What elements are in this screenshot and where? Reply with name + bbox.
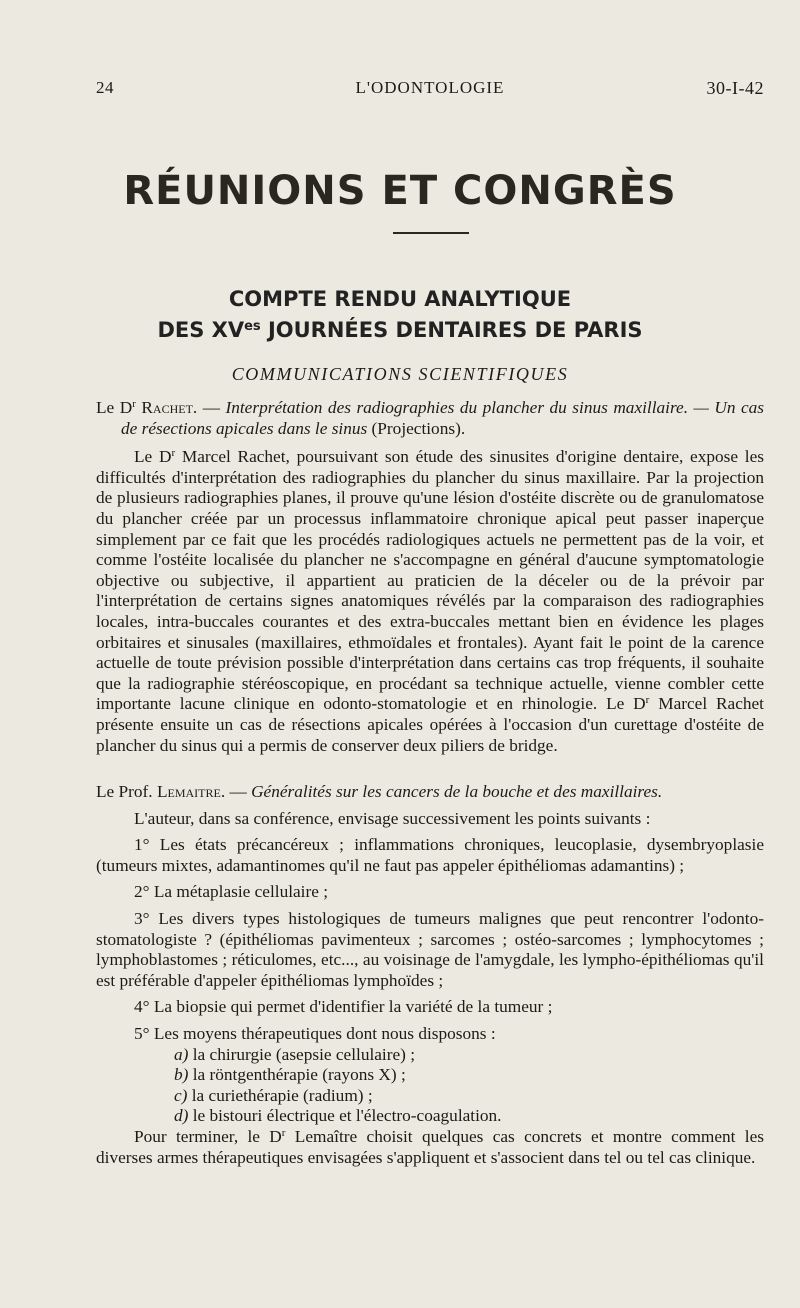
page-number: 24 xyxy=(96,78,114,97)
sub-item-text: le bistouri électrique et l'électro-coagulation. xyxy=(188,1106,502,1126)
rachet-para-text-2: Marcel Rachet présente ensuite un cas de résections apicales opérées à l'occasion d'un curettage d'ostéite de plancher du sinus qui a permis de conserver deux piliers de bridge. xyxy=(96,694,764,755)
running-header xyxy=(96,78,764,102)
rachet-para-sup-2: r xyxy=(645,694,650,707)
sub-item-letter: c) xyxy=(174,1085,188,1105)
lemaitre-prefix: Le Prof. xyxy=(96,782,157,801)
issue-date: 30-I-42 xyxy=(706,78,764,98)
rachet-suffix: (Projections). xyxy=(367,418,466,438)
lemaitre-closing xyxy=(96,1127,764,1168)
sub-list-item xyxy=(96,1065,764,1086)
sub-item-letter: b) xyxy=(174,1065,189,1085)
lemaitre-heading xyxy=(96,782,764,803)
report-title-prefix: DES XV xyxy=(157,318,245,342)
report-title-line-2 xyxy=(0,318,800,342)
rachet-heading xyxy=(96,398,764,439)
journal-name: L'ODONTOLOGIE xyxy=(355,78,505,97)
sub-item-letter: a) xyxy=(174,1044,189,1064)
rachet-para-start: Le D xyxy=(134,447,172,467)
sub-item-text: la röntgenthérapie (rayons X) ; xyxy=(188,1065,406,1085)
list-item: 1° Les états précancéreux ; inflammations chroniques, leucoplasie, dysembryoplasie (tumeurs mixtes, adamantinomes qu'il ne faut pas appeler épithéliomas adamantins) ; xyxy=(96,835,764,875)
report-title-sup: es xyxy=(244,319,261,334)
communications-heading: COMMUNICATIONS SCIENTIFIQUES xyxy=(231,364,569,384)
lemaitre-section xyxy=(96,782,764,1168)
list-item: 5° Les moyens thérapeutiques dont nous disposons : xyxy=(134,1023,496,1043)
lemaitre-dash: — xyxy=(225,782,252,801)
lemaitre-title: Généralités sur les cancers de la bouche et des maxillaires. xyxy=(251,782,663,801)
rachet-paragraph xyxy=(96,447,764,756)
sub-list-item xyxy=(96,1086,764,1107)
section-title: RÉUNIONS ET CONGRÈS xyxy=(123,168,677,214)
lemaitre-intro: L'auteur, dans sa conférence, envisage successivement les points suivants : xyxy=(134,808,651,828)
closing-rest: Lemaître choisit quelques cas concrets et montre comment les diverses armes thérapeutiques envisagées s'appliquent et s'associent dans tel ou tel cas clinique. xyxy=(96,1126,764,1167)
sub-item-letter: d) xyxy=(174,1106,189,1126)
closing-start: Pour terminer, le D xyxy=(134,1126,282,1146)
rachet-title: Interprétation des radiographies du plancher du sinus maxillaire. — Un cas de résections apicales dans le sinus xyxy=(121,398,765,438)
title-rule xyxy=(393,232,469,234)
report-title-rest: JOURNÉES DENTAIRES DE PARIS xyxy=(260,318,643,342)
rachet-prefix: Le D xyxy=(96,398,133,417)
rachet-section xyxy=(96,398,764,756)
closing-sup: r xyxy=(281,1126,286,1139)
sub-item-text: la curiethérapie (radium) ; xyxy=(187,1085,373,1105)
rachet-para-sup: r xyxy=(171,447,176,460)
rachet-author: Rachet. xyxy=(141,398,198,417)
sub-item-text: la chirurgie (asepsie cellulaire) ; xyxy=(188,1044,416,1064)
sub-list-item xyxy=(96,1106,764,1127)
rachet-para-text-1: Marcel Rachet, poursuivant son étude des sinusites d'origine dentaire, expose les difficultés d'interprétation des radiographies du plancher du sinus maxillaire. Par la projection de plusieurs radiographies planes, il prouve qu'une lésion d'ostéite discrète ou de granulomatose du plancher créée par un processus inflammatoire chronique apical peut passer inaperçue simplement par ce fait que les procédés radiologiques actuels ne permettent pas de la voir, et comme l'ostéite localisée du plancher ne s'accompagne en général d'aucune symptomatologie objective ou subjective, il appartient au praticien de la déceler ou de la prévoir par l'interprétation de certains signes anatomiques révélés par la comparaison des radiographies locales, intra-buccales courantes et des extra-buccales mettant bien en évidence les plages orbitaires et sinusales (maxillaires, ethmoïdales et frontales). Ayant fait le point de la carence actuelle de toute prévision possible d'interprétation dans certains cas trop fréquents, il souhaite que la radiographie stéréoscopique, en procédant sa technique actuelle, vienne combler cette importante lacune clinique en odonto-stomatologie et en rhinologie. Le D xyxy=(96,447,764,714)
list-item: 4° La biopsie qui permet d'identifier la variété de la tumeur ; xyxy=(134,997,553,1017)
lemaitre-author: Lemaitre. xyxy=(156,782,226,801)
list-item: 3° Les divers types histologiques de tumeurs malignes que peut rencontrer l'odonto-stomatologiste ? (épithéliomas pavimenteux ; sarcomes ; ostéo-sarcomes ; lymphocytomes ; lymphoblastomes ; réticulomes, etc..., au voisinage de l'amygdale, les lympho-épithéliomas qu'il est préférable d'appeler épithéliomas lymphoïdes ; xyxy=(96,908,764,990)
rachet-sup: r xyxy=(132,398,136,410)
report-title-line-1: COMPTE RENDU ANALYTIQUE xyxy=(228,287,572,311)
list-item: 2° La métaplasie cellulaire ; xyxy=(134,882,329,902)
rachet-dash: — xyxy=(197,398,226,417)
sub-list-item xyxy=(96,1045,764,1066)
